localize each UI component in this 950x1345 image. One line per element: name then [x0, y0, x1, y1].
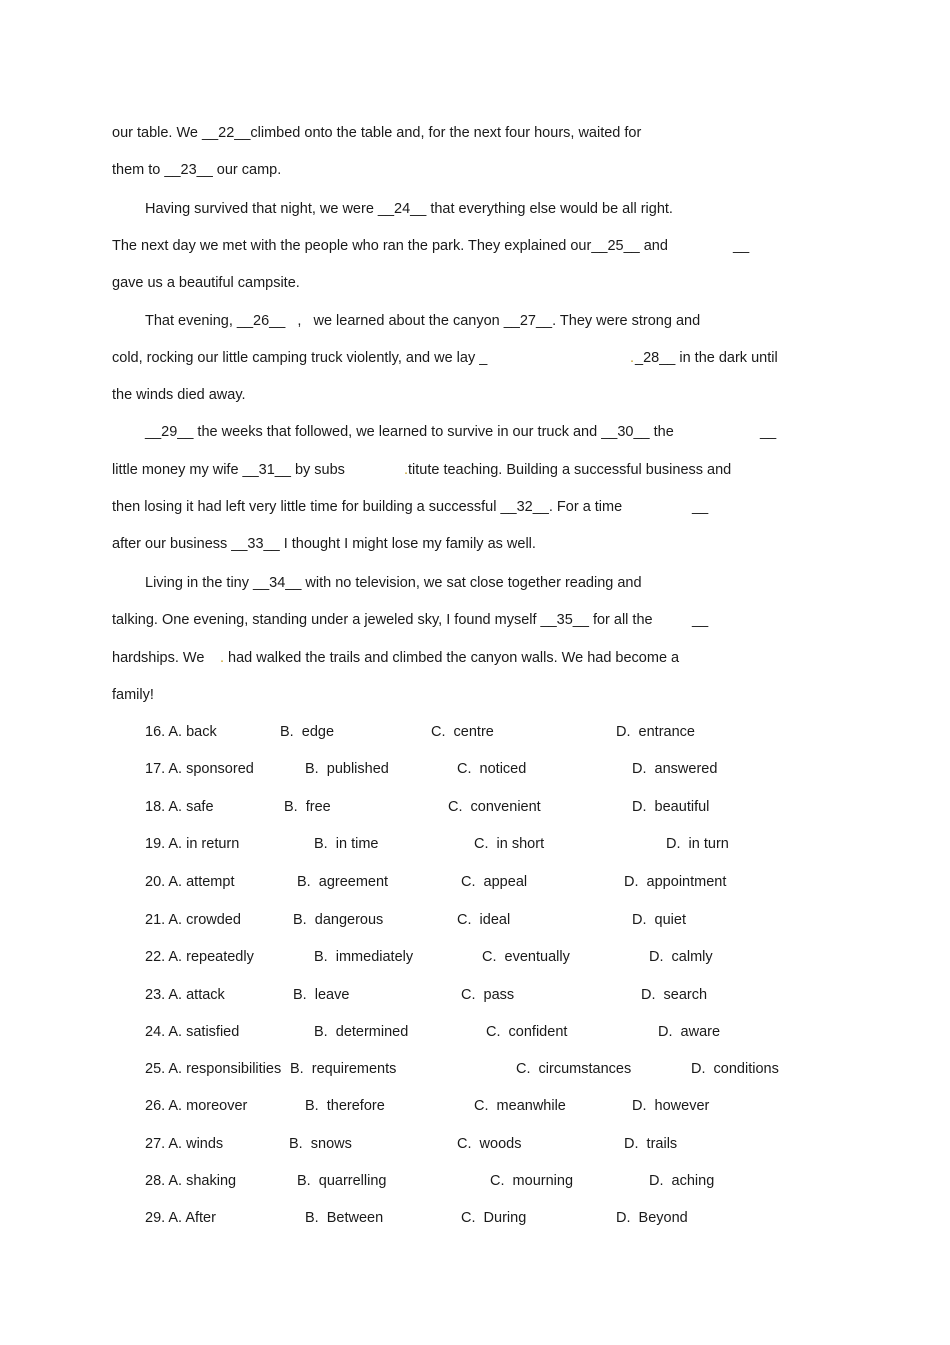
- option-b: B. Between: [305, 1210, 384, 1226]
- option-d: D. entrance: [616, 724, 695, 740]
- question-row-27: [145, 1134, 845, 1154]
- passage-line-10: little money my wife __31__ by subs: [112, 462, 345, 478]
- option-c: C. noticed: [457, 761, 527, 777]
- question-row-19: [145, 834, 845, 854]
- option-b: B. snows: [289, 1136, 352, 1152]
- option-d: D. beautiful: [632, 799, 710, 815]
- question-row-23: [145, 985, 845, 1005]
- option-a: 21. A. crowded: [145, 912, 241, 928]
- question-row-28: [145, 1171, 845, 1191]
- stray-dot: .: [630, 350, 635, 366]
- option-b: B. in time: [314, 836, 379, 852]
- stray-blank-mark: __: [692, 612, 709, 628]
- option-c: C. appeal: [461, 874, 528, 890]
- option-b: B. leave: [293, 987, 350, 1003]
- option-c: C. in short: [474, 836, 545, 852]
- passage-line-16: family!: [112, 687, 154, 703]
- passage-line-5: gave us a beautiful campsite.: [112, 275, 300, 291]
- option-d: D. aching: [649, 1173, 715, 1189]
- option-c: C. pass: [461, 987, 515, 1003]
- option-a: 28. A. shaking: [145, 1173, 237, 1189]
- passage-line-14: talking. One evening, standing under a jeweled sky, I found myself __35__ for all the: [112, 612, 653, 628]
- passage-line-3: Having survived that night, we were __24__ that everything else would be all right.: [145, 201, 673, 217]
- option-a: 25. A. responsibilities: [145, 1061, 282, 1077]
- option-d: D. calmly: [649, 949, 713, 965]
- passage-line-13: Living in the tiny __34__ with no television, we sat close together reading and: [145, 575, 642, 591]
- option-a: 27. A. winds: [145, 1136, 224, 1152]
- option-d: D. aware: [658, 1024, 721, 1040]
- question-row-17: [145, 759, 845, 779]
- option-c: C. circumstances: [516, 1061, 632, 1077]
- option-c: C. eventually: [482, 949, 570, 965]
- passage-line-7b: _28__ in the dark until: [635, 350, 778, 366]
- option-d: D. trails: [624, 1136, 678, 1152]
- option-b: B. edge: [280, 724, 335, 740]
- option-d: D. appointment: [624, 874, 727, 890]
- option-c: C. ideal: [457, 912, 511, 928]
- option-b: B. quarrelling: [297, 1173, 387, 1189]
- option-c: C. During: [461, 1210, 527, 1226]
- option-b: B. published: [305, 761, 389, 777]
- question-row-29: [145, 1208, 845, 1228]
- option-b: B. requirements: [290, 1061, 397, 1077]
- option-c: C. centre: [431, 724, 494, 740]
- passage-line-8: the winds died away.: [112, 387, 246, 403]
- option-a: 22. A. repeatedly: [145, 949, 254, 965]
- question-row-25: [145, 1059, 845, 1079]
- option-d: D. in turn: [666, 836, 729, 852]
- stray-blank-mark: __: [733, 238, 750, 254]
- passage-line-15b: had walked the trails and climbed the canyon walls. We had become a: [228, 650, 680, 666]
- stray-dot: .: [404, 462, 409, 478]
- option-a: 24. A. satisfied: [145, 1024, 240, 1040]
- option-c: C. convenient: [448, 799, 541, 815]
- passage-line-9: __29__ the weeks that followed, we learned to survive in our truck and __30__ the: [145, 424, 674, 440]
- option-c: C. mourning: [490, 1173, 574, 1189]
- option-d: D. quiet: [632, 912, 686, 928]
- option-a: 19. A. in return: [145, 836, 240, 852]
- passage-line-11: then losing it had left very little time for building a successful __32__. For a time: [112, 499, 623, 515]
- passage-line-6: That evening, __26__ , we learned about the canyon __27__. They were strong and: [145, 313, 701, 329]
- option-a: 23. A. attack: [145, 987, 225, 1003]
- option-b: B. immediately: [314, 949, 414, 965]
- stray-blank-mark: __: [692, 499, 709, 515]
- option-a: 20. A. attempt: [145, 874, 235, 890]
- option-c: C. woods: [457, 1136, 522, 1152]
- option-d: D. however: [632, 1098, 710, 1114]
- passage-line-2: them to __23__ our camp.: [112, 162, 282, 178]
- option-b: B. agreement: [297, 874, 389, 890]
- option-c: C. meanwhile: [474, 1098, 566, 1114]
- option-b: B. therefore: [305, 1098, 385, 1114]
- question-row-16: [145, 722, 845, 742]
- option-d: D. search: [641, 987, 708, 1003]
- passage-line-12: after our business __33__ I thought I might lose my family as well.: [112, 536, 536, 552]
- option-a: 18. A. safe: [145, 799, 214, 815]
- option-b: B. dangerous: [293, 912, 384, 928]
- question-row-24: [145, 1022, 845, 1042]
- option-a: 16. A. back: [145, 724, 217, 740]
- passage-line-4: The next day we met with the people who ran the park. They explained our__25__ and: [112, 238, 668, 254]
- question-row-21: [145, 910, 845, 930]
- question-row-18: [145, 797, 845, 817]
- stray-blank-mark: __: [760, 424, 777, 440]
- option-b: B. free: [284, 799, 331, 815]
- question-row-26: [145, 1096, 845, 1116]
- option-c: C. confident: [486, 1024, 568, 1040]
- option-a: 29. A. After: [145, 1210, 216, 1226]
- option-d: D. Beyond: [616, 1210, 688, 1226]
- passage-line-7: cold, rocking our little camping truck violently, and we lay _: [112, 350, 488, 366]
- passage-line-15: hardships. We: [112, 650, 205, 666]
- passage-line-1: our table. We __22__climbed onto the table and, for the next four hours, waited for: [112, 125, 642, 141]
- question-row-20: [145, 872, 845, 892]
- question-row-22: [145, 947, 845, 967]
- option-a: 26. A. moreover: [145, 1098, 248, 1114]
- option-d: D. conditions: [691, 1061, 779, 1077]
- option-d: D. answered: [632, 761, 718, 777]
- option-b: B. determined: [314, 1024, 409, 1040]
- stray-dot: .: [220, 650, 225, 666]
- option-a: 17. A. sponsored: [145, 761, 254, 777]
- passage-line-10b: titute teaching. Building a successful business and: [408, 462, 732, 478]
